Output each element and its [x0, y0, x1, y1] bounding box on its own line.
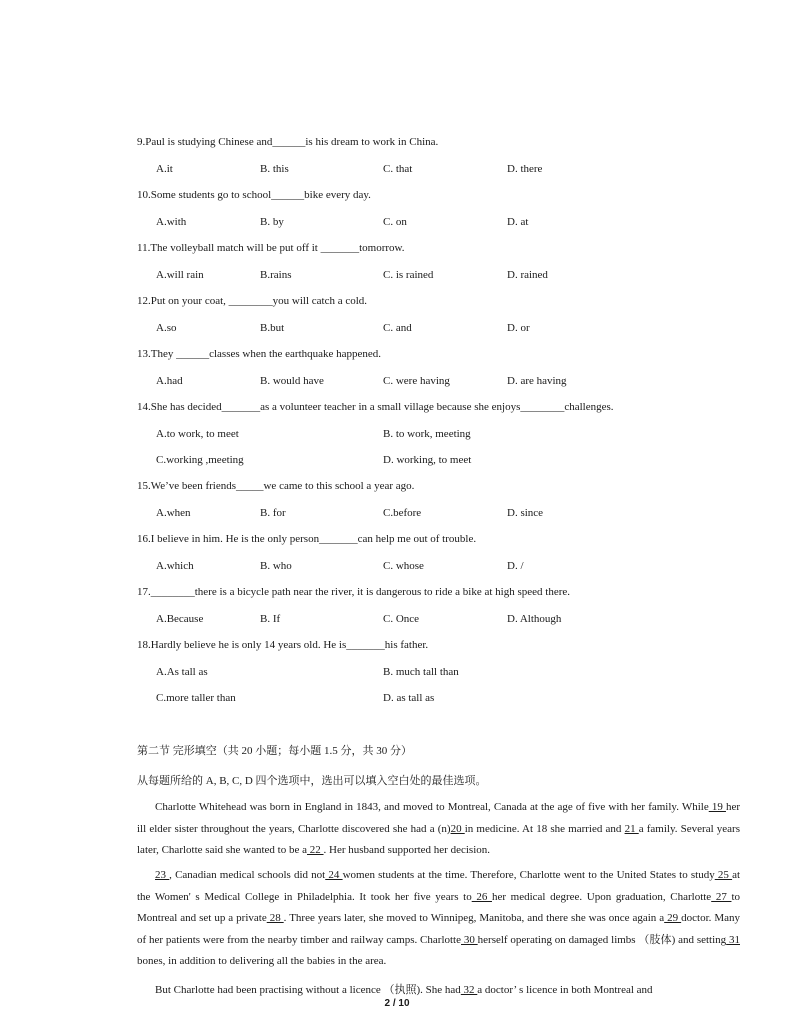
passage-paragraph-1: [137, 797, 740, 862]
option-a: A.which: [156, 560, 194, 572]
section-title: 第二节 完形填空（共 20 小题；每小题 1.5 分，共 30 分）: [137, 745, 412, 757]
option-b: B.rains: [260, 269, 292, 281]
question-18-options-row2: [156, 691, 716, 705]
blank-29: 29: [664, 912, 682, 924]
blank-32: 32: [460, 984, 478, 996]
text-run: But Charlotte had been practising without a licence （执照). She had: [155, 984, 461, 996]
option-b: B.but: [260, 322, 285, 334]
option-a: A.Because: [156, 613, 204, 625]
option-d: D. rained: [507, 269, 548, 281]
text-run: to Montreal and set up a private: [137, 890, 741, 924]
option-c: C. whose: [383, 560, 424, 572]
question-11-options: [156, 268, 716, 282]
option-a: A.so: [156, 322, 177, 334]
option-c: C. were having: [383, 375, 450, 387]
question-18-options-row1: [156, 665, 716, 679]
text-run: a doctor’ s licence in both Montreal and: [477, 984, 653, 996]
section-instruction: 从每题所给的 A, B, C, D 四个选项中，选出可以填入空白处的最佳选项。: [137, 775, 487, 787]
question-14-options-row2: [156, 453, 716, 467]
blank-30: 30: [461, 933, 478, 946]
option-d: D. there: [507, 163, 543, 175]
option-c: C. and: [383, 322, 412, 334]
passage-paragraph-2: [137, 865, 740, 973]
text-run: bones, in addition to delivering all the babies in the area.: [137, 955, 387, 967]
option-b: B. to work, meeting: [383, 428, 471, 440]
option-a: A.with: [156, 216, 187, 228]
text-run: women students at the time. Therefore, Charlotte went to the United States to study: [342, 869, 715, 881]
option-b: B. who: [260, 560, 292, 572]
option-a: A.had: [156, 375, 183, 387]
option-b: B. for: [260, 507, 286, 519]
question-16: 16.I believe in him. He is the only person_______can help me out of trouble.: [137, 533, 477, 545]
text-run: Charlotte Whitehead was born in England in 1843, and moved to Montreal, Canada at the age of five with her family. While: [155, 801, 709, 813]
question-11: 11.The volleyball match will be put off it _______tomorrow.: [137, 242, 405, 254]
text-run: her ill elder sister throughout the years, Charlotte discovered she had a (n): [137, 801, 740, 835]
option-a: A.to work, to meet: [156, 428, 239, 440]
option-d: D. working, to meet: [383, 454, 472, 466]
blank-28: 28: [266, 912, 284, 924]
question-12: 12.Put on your coat, ________you will catch a cold.: [137, 295, 368, 307]
text-run: . Her husband supported her decision.: [323, 844, 491, 856]
option-c: C. is rained: [383, 269, 434, 281]
question-9: 9.Paul is studying Chinese and______is his dream to work in China.: [137, 136, 439, 148]
blank-21: 21: [624, 822, 639, 835]
text-run: her medical degree. Upon graduation, Charlotte: [491, 890, 712, 903]
blank-20: 20: [450, 822, 465, 835]
option-d: D. at: [507, 216, 529, 228]
text-run: a family. Several years later, Charlotte said she wanted to be a: [137, 822, 741, 856]
text-run: herself operating on damaged limbs （肢体) and setting: [477, 933, 727, 946]
question-14-options-row1: [156, 427, 716, 441]
option-b: B. would have: [260, 375, 324, 387]
question-15-options: [156, 506, 716, 520]
option-d: D. are having: [507, 375, 567, 387]
question-10-options: [156, 215, 716, 229]
text-run: in medicine. At 18 she married and: [464, 822, 625, 835]
text-run: , Canadian medical schools did not: [169, 869, 326, 881]
option-a: A.As tall as: [156, 666, 208, 678]
question-16-options: [156, 559, 716, 573]
blank-25: 25: [714, 869, 733, 881]
question-12-options: [156, 321, 716, 335]
option-a: A.will rain: [156, 269, 204, 281]
question-15: 15.We’ve been friends_____we came to this school a year ago.: [137, 480, 415, 492]
option-c: C. that: [383, 163, 413, 175]
option-d: D. /: [507, 560, 524, 572]
option-b: B. by: [260, 216, 284, 228]
blank-26: 26: [471, 890, 492, 903]
blank-23: 23: [155, 869, 170, 881]
option-c: C.more taller than: [156, 692, 236, 704]
blank-19: 19: [708, 801, 726, 813]
question-13: 13.They ______classes when the earthquake happened.: [137, 348, 382, 360]
page-number: 2 / 10: [384, 998, 410, 1009]
option-d: D. as tall as: [383, 692, 435, 704]
blank-22: 22: [307, 844, 324, 856]
option-a: A.when: [156, 507, 191, 519]
question-18: 18.Hardly believe he is only 14 years old. He is_______his father.: [137, 639, 429, 651]
option-a: A.it: [156, 163, 173, 175]
option-d: D. or: [507, 322, 530, 334]
blank-24: 24: [325, 869, 343, 881]
option-c: C.working ,meeting: [156, 454, 244, 466]
text-run: . Three years later, she moved to Winnipeg, Manitoba, and there she was once again a: [283, 912, 665, 924]
blank-31: 31: [726, 933, 740, 946]
option-b: B. this: [260, 163, 289, 175]
question-13-options: [156, 374, 716, 388]
question-17-options: [156, 612, 716, 626]
question-9-options: [156, 162, 716, 176]
option-d: D. since: [507, 507, 544, 519]
option-c: C. Once: [383, 613, 420, 625]
option-c: C.before: [383, 507, 422, 519]
option-c: C. on: [383, 216, 407, 228]
blank-27: 27: [711, 890, 732, 903]
text-run: doctor. Many of her patients were from the nearby timber and railway camps. Charlotte: [137, 912, 741, 946]
option-b: B. much tall than: [383, 666, 459, 678]
question-17: 17.________there is a bicycle path near the river, it is dangerous to ride a bike at high speed there.: [137, 586, 571, 598]
option-b: B. If: [260, 613, 281, 625]
option-d: D. Although: [507, 613, 562, 625]
text-run: at the Women' s Medical College in Philadelphia. It took her five years to: [137, 869, 741, 903]
question-14: 14.She has decided_______as a volunteer teacher in a small village because she enjoys________challenges.: [137, 401, 614, 413]
question-10: 10.Some students go to school______bike every day.: [137, 189, 371, 201]
